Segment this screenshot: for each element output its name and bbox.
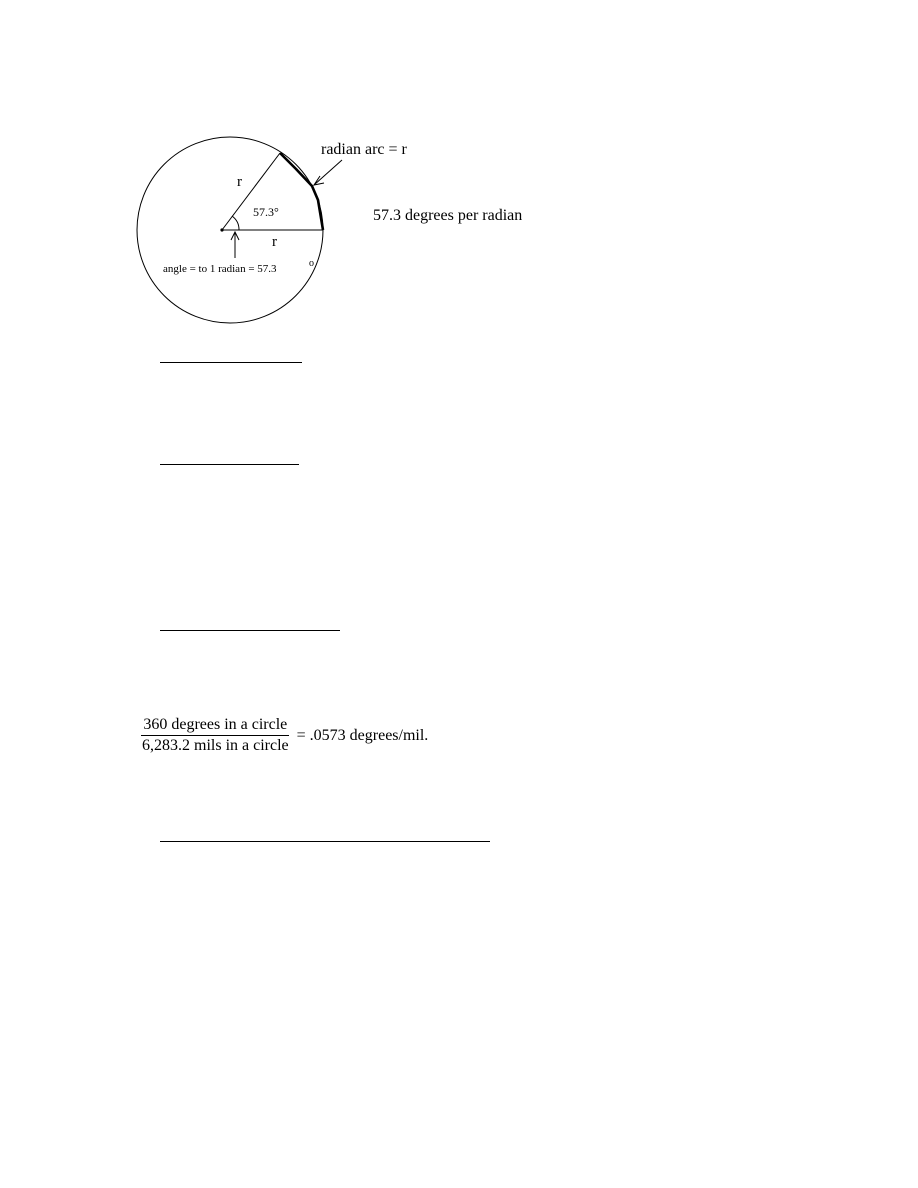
arc-arrow-shaft — [314, 160, 342, 185]
blank-line-3 — [160, 630, 340, 631]
blank-line-4 — [160, 841, 490, 842]
blank-line-1 — [160, 362, 302, 363]
blank-line-2 — [160, 464, 299, 465]
side-note: 57.3 degrees per radian — [373, 207, 523, 224]
radian-circle-diagram — [0, 0, 918, 340]
angle-label: 57.3° — [253, 205, 279, 219]
center-point — [220, 228, 223, 231]
angle-mark — [232, 216, 239, 230]
fraction — [140, 716, 291, 755]
degrees-per-mil-equation — [140, 716, 428, 755]
angle-caption-degree: o — [309, 258, 314, 269]
fraction-result: = .0573 degrees/mil. — [296, 726, 429, 744]
horizontal-radius-label: r — [272, 234, 277, 250]
arc-label: radian arc = r — [321, 141, 407, 158]
radian-arc — [280, 153, 323, 230]
fraction-denominator: 6,283.2 mils in a circle — [142, 737, 289, 754]
slanted-radius-label: r — [237, 174, 242, 190]
fraction-numerator: 360 degrees in a circle — [141, 716, 289, 736]
angle-caption: angle = to 1 radian = 57.3 — [163, 263, 277, 275]
